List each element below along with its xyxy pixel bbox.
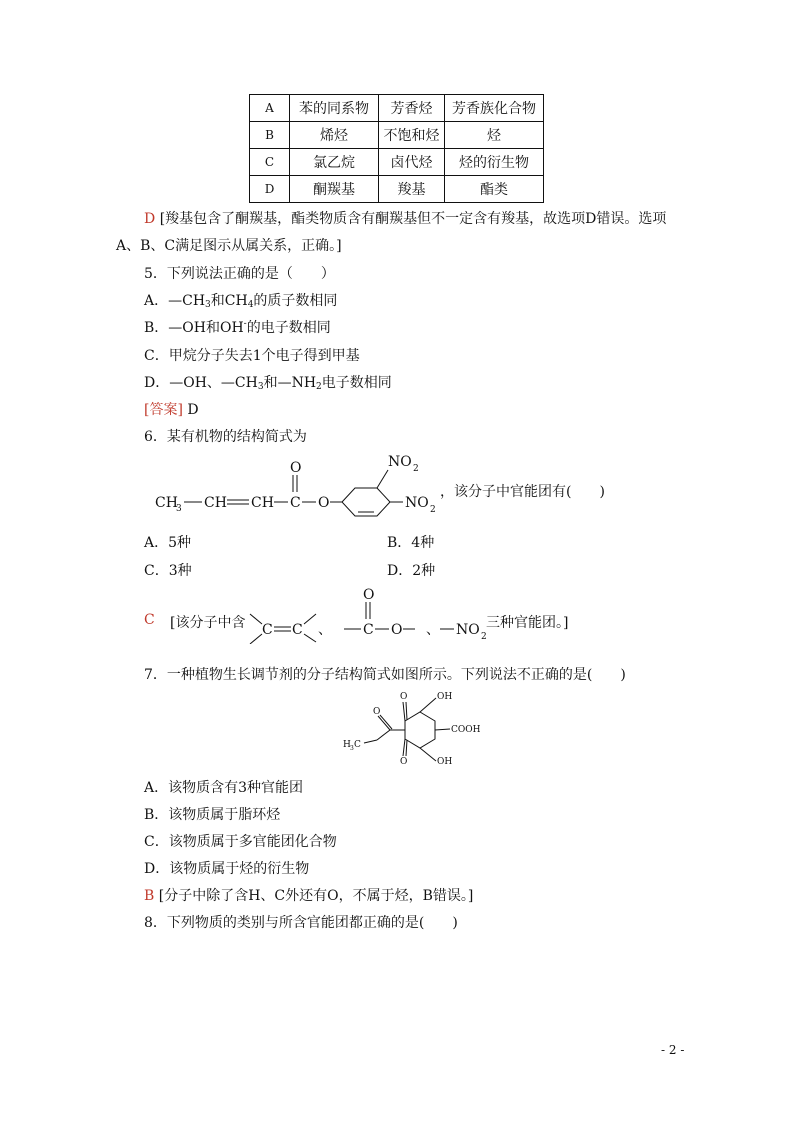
table-cell: B bbox=[250, 122, 290, 149]
question-stem: 7．一种植物生长调节剂的分子结构简式如图所示。下列说法不正确的是( ) bbox=[144, 667, 626, 683]
chem-label: NO bbox=[405, 495, 429, 511]
chem-label: COOH bbox=[451, 725, 481, 735]
separator: 、 bbox=[318, 622, 332, 638]
option-c: C．该物质属于多官能团化合物 bbox=[144, 834, 337, 850]
q6-structure-diagram bbox=[150, 452, 440, 524]
chem-label: C bbox=[290, 495, 301, 511]
chem-label: O bbox=[290, 460, 302, 476]
q6-answer-groups bbox=[244, 586, 494, 644]
chem-label: CH bbox=[155, 495, 178, 511]
option-d bbox=[144, 372, 392, 392]
table-row bbox=[250, 122, 544, 149]
option-text: 和—NH bbox=[263, 375, 317, 391]
table-cell: 烯烃 bbox=[290, 122, 379, 149]
table-cell: 氯乙烷 bbox=[290, 149, 379, 176]
option-b: B．4种 bbox=[387, 535, 435, 551]
subscript: 2 bbox=[316, 382, 322, 392]
chem-label: O bbox=[400, 692, 408, 702]
table-cell: 酯类 bbox=[445, 176, 544, 203]
option-a: A．该物质含有3种官能团 bbox=[144, 780, 304, 796]
bond-line bbox=[406, 702, 407, 720]
subscript: 3 bbox=[205, 300, 211, 310]
bond-line bbox=[377, 730, 390, 740]
option-text: 和CH bbox=[210, 293, 248, 309]
bond-line bbox=[403, 702, 405, 721]
table-cell: 羧基 bbox=[379, 176, 445, 203]
chem-label: CH bbox=[251, 495, 274, 511]
chem-label: C bbox=[354, 740, 361, 750]
subscript: 3 bbox=[257, 382, 264, 392]
question-stem-cont: ，该分子中官能团有( ) bbox=[440, 484, 605, 500]
answer-value: D bbox=[187, 402, 199, 418]
bond-line bbox=[403, 739, 405, 756]
option-text: 的电子数相同 bbox=[246, 320, 331, 336]
chem-label: O bbox=[391, 622, 403, 638]
q4-answer-cont: A、B、C满足图示从属关系，正确。] bbox=[116, 238, 342, 254]
question-stem: 5．下列说法正确的是（ ） bbox=[144, 266, 335, 282]
chem-label: O bbox=[373, 707, 381, 717]
chem-label: O bbox=[363, 587, 375, 603]
table-cell: D bbox=[250, 176, 290, 203]
answer-explanation: [分子中除了含H、C外还有O，不属于烃，B错误。] bbox=[158, 888, 474, 904]
chem-label: OH bbox=[437, 757, 453, 767]
table-cell: 烃的衍生物 bbox=[445, 149, 544, 176]
option-d: D．2种 bbox=[387, 563, 436, 579]
bond-line bbox=[435, 729, 450, 730]
bond-line bbox=[250, 614, 262, 624]
option-d: D．该物质属于烃的衍生物 bbox=[144, 861, 310, 877]
bond-line bbox=[304, 634, 316, 642]
bond-line bbox=[380, 715, 392, 729]
table-row bbox=[250, 176, 544, 203]
option-b: B．该物质属于脂环烃 bbox=[144, 807, 281, 823]
q7-answer bbox=[144, 885, 473, 905]
chem-label: O bbox=[400, 757, 408, 767]
bond-line bbox=[420, 698, 436, 712]
table-cell: 芳香烃 bbox=[379, 95, 445, 122]
table-cell: 芳香族化合物 bbox=[445, 95, 544, 122]
q6-answer bbox=[144, 612, 155, 628]
table-cell: 苯的同系物 bbox=[290, 95, 379, 122]
option-c: C．甲烷分子失去1个电子得到甲基 bbox=[144, 348, 360, 364]
option-b bbox=[144, 317, 331, 337]
answer-explanation-end: 三种官能团。] bbox=[486, 615, 569, 631]
bond-line bbox=[420, 748, 436, 761]
bond-line bbox=[406, 740, 407, 756]
table-row bbox=[250, 95, 544, 122]
option-text: B．—OH和OH bbox=[144, 320, 244, 336]
answer-letter: D bbox=[144, 211, 156, 227]
chem-subscript: 2 bbox=[430, 505, 436, 515]
chem-label: O bbox=[318, 495, 330, 511]
option-c: C．3种 bbox=[144, 563, 192, 579]
answer-explanation: [羧基包含了酮羰基，酯类物质含有酮羰基但不一定含有羧基，故选项D错误。选项 bbox=[159, 211, 667, 227]
option-text: 的质子数相同 bbox=[253, 293, 338, 309]
answer-letter: C bbox=[144, 612, 155, 628]
chem-label: H bbox=[343, 740, 351, 750]
chem-subscript: 2 bbox=[481, 632, 487, 642]
table-cell: 不饱和烃 bbox=[379, 122, 445, 149]
table-row bbox=[250, 149, 544, 176]
chem-label: C bbox=[292, 622, 303, 638]
bond-line bbox=[364, 740, 377, 743]
option-a bbox=[144, 290, 337, 310]
classification-table bbox=[249, 94, 544, 203]
bond-line bbox=[377, 470, 388, 488]
q7-structure-diagram bbox=[340, 688, 490, 768]
superscript: - bbox=[243, 319, 247, 329]
bond-line bbox=[378, 716, 390, 730]
question-stem: 8．下列物质的类别与所含官能团都正确的是( ) bbox=[144, 915, 458, 931]
answer-explanation: [该分子中含 bbox=[170, 615, 246, 631]
option-a: A．5种 bbox=[144, 535, 192, 551]
question-stem: 6．某有机物的结构简式为 bbox=[144, 429, 307, 445]
table-cell: C bbox=[250, 149, 290, 176]
chem-subscript: 3 bbox=[176, 504, 182, 514]
separator: 、 bbox=[426, 622, 440, 638]
chem-label: CH bbox=[204, 495, 227, 511]
answer-letter: B bbox=[144, 888, 155, 904]
option-text: D．—OH、—CH bbox=[144, 375, 258, 391]
bond-line bbox=[304, 614, 316, 624]
table-cell: 酮羰基 bbox=[290, 176, 379, 203]
option-text: A．—CH bbox=[144, 293, 206, 309]
page-number: - 2 - bbox=[661, 1043, 685, 1057]
chem-label: C bbox=[363, 622, 374, 638]
chem-label: NO bbox=[456, 622, 480, 638]
q5-answer bbox=[144, 399, 199, 419]
bond-line bbox=[250, 634, 262, 644]
q4-answer bbox=[144, 208, 666, 228]
table-cell: 卤代烃 bbox=[379, 149, 445, 176]
subscript: 4 bbox=[247, 300, 254, 310]
option-text: 电子数相同 bbox=[321, 375, 392, 391]
table-cell: 烃 bbox=[445, 122, 544, 149]
table-cell: A bbox=[250, 95, 290, 122]
chem-label: C bbox=[262, 622, 273, 638]
chem-label: OH bbox=[437, 692, 453, 702]
chem-label: NO bbox=[388, 454, 412, 470]
chem-subscript: 3 bbox=[350, 745, 354, 752]
answer-tag: [答案] bbox=[144, 402, 183, 418]
cyclohexane-ring bbox=[405, 712, 435, 748]
chem-subscript: 2 bbox=[413, 464, 419, 474]
